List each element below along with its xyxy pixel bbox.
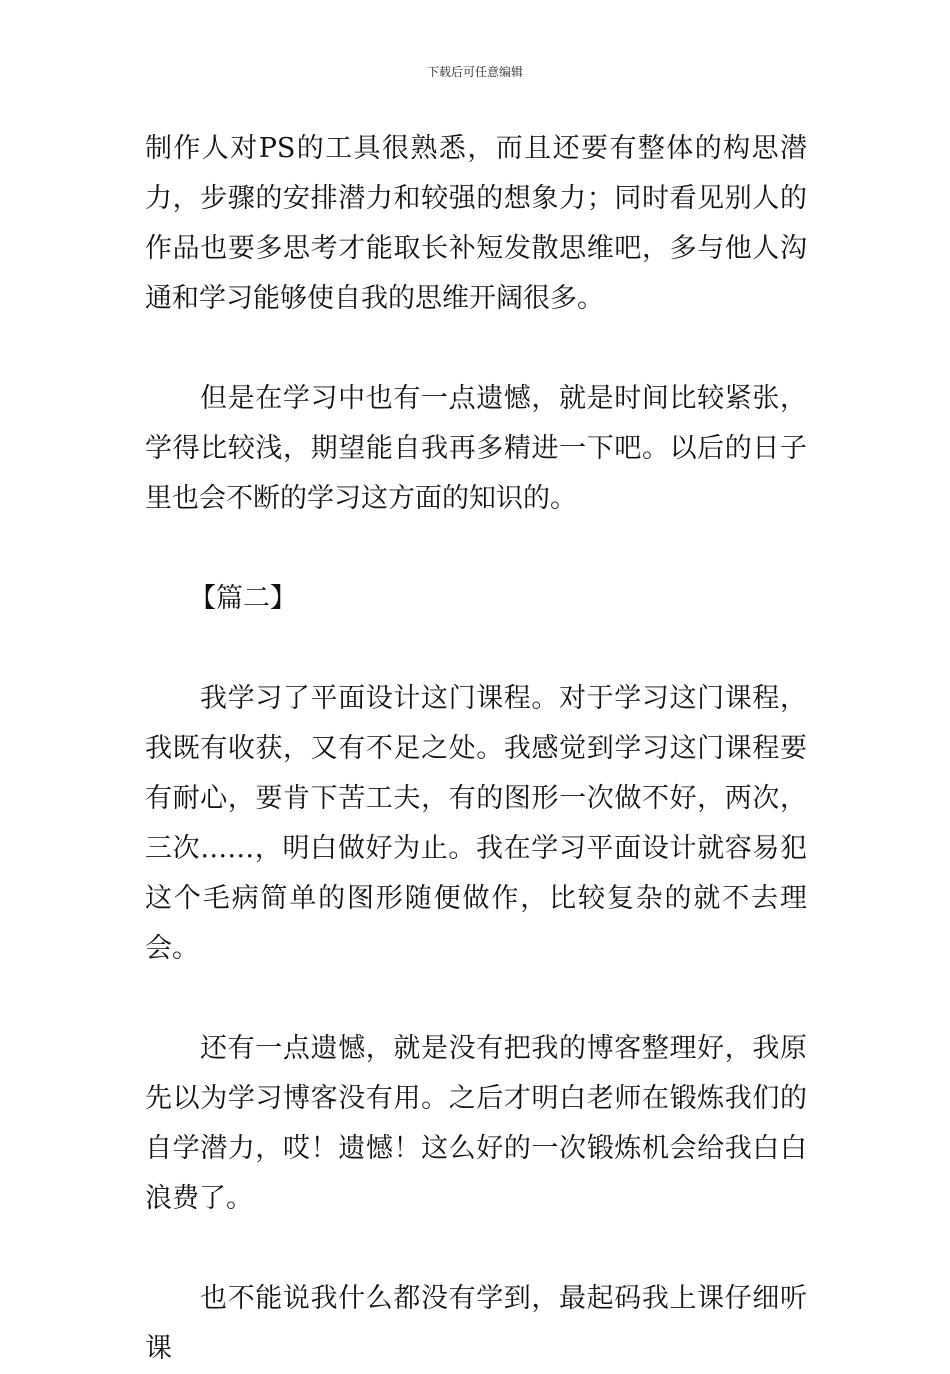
paragraph-gap	[145, 624, 807, 674]
paragraph-2: 但是在学习中也有一点遗憾，就是时间比较紧张，学得比较浅，期望能自我再多精进一下吧。以后的日子里也会不断的学习这方面的知识的。	[145, 383, 807, 514]
paragraph-gap	[145, 974, 807, 1024]
paragraph-gap	[145, 1224, 807, 1274]
page-header-note: 下载后可任意编辑	[426, 65, 523, 79]
document-body	[145, 124, 807, 1374]
paragraph-4: 还有一点遗憾，就是没有把我的博客整理好，我原先以为学习博客没有用。之后才明白老师在锻炼我们的自学潜力，哎！遗憾！这么好的一次锻炼机会给我白白浪费了。	[145, 1033, 807, 1214]
paragraph-gap	[145, 524, 807, 574]
paragraph-3: 我学习了平面设计这门课程。对于学习这门课程，我既有收获，又有不足之处。我感觉到学习这门课程要有耐心，要肯下苦工夫，有的图形一次做不好，两次，三次……，明白做好为止。我在学习平面设计就容易犯这个毛病简单的图形随便做作，比较复杂的就不去理会。	[145, 683, 807, 964]
paragraph-5: 也不能说我什么都没有学到，最起码我上课仔细听课	[145, 1283, 807, 1364]
section-title: 【篇二】	[189, 583, 297, 614]
paragraph-gap	[145, 324, 807, 374]
paragraph-1: 制作人对PS的工具很熟悉，而且还要有整体的构思潜力，步骤的安排潜力和较强的想象力；同时看见别人的作品也要多思考才能取长补短发散思维吧，多与他人沟通和学习能够使自我的思维开阔很多。	[145, 133, 807, 314]
